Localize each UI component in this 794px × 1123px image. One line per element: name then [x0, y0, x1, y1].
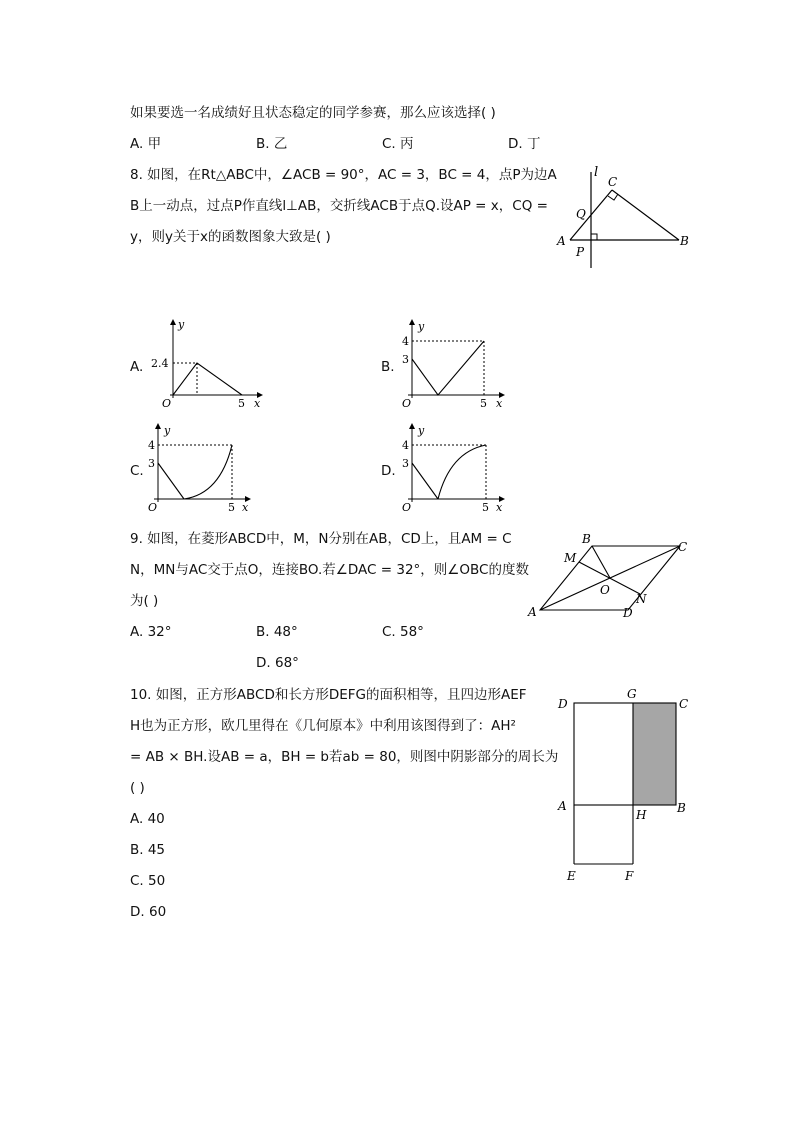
q7-option-a: A. 甲 [130, 136, 162, 152]
q10-line-4: ( ) [130, 780, 145, 796]
q8-graph-d [398, 422, 513, 514]
q9-fig-D: D [623, 606, 633, 620]
q8-graph-c-y: y [164, 424, 171, 437]
q10-fig-D: D [558, 697, 568, 711]
q8-graph-d-origin: O [402, 501, 412, 514]
q10-option-a: A. 40 [130, 811, 165, 827]
q8-fig-C: C [608, 175, 618, 189]
q10-option-c: C. 50 [130, 873, 166, 889]
q8-option-c-label: C. [130, 463, 144, 479]
q8-graph-b-ytick-3: 3 [402, 353, 409, 366]
q8-fig-l: l [594, 165, 599, 180]
q9-fig-B: B [582, 532, 591, 546]
q8-graph-b-x: x [496, 397, 503, 410]
q8-graph-d-ytick-3: 3 [402, 457, 409, 470]
q9-option-a: A. 32° [130, 624, 172, 640]
q8-graph-b-y: y [418, 320, 425, 333]
q8-graph-a-x: x [254, 397, 261, 410]
q9-option-b: B. 48° [256, 624, 298, 640]
q10-line-2: H也为正方形，欧几里得在《几何原本》中利用该图得到了：AH² [130, 718, 516, 734]
q9-line-2: N，MN与AC交于点O，连接BO.若∠DAC = 32°，则∠OBC的度数 [130, 562, 529, 578]
q8-graph-c-origin: O [148, 501, 158, 514]
q10-fig-G: G [627, 687, 637, 701]
q8-graph-b [398, 318, 513, 410]
q8-line-3: y，则y关于x的函数图象大致是( ) [130, 229, 331, 245]
q8-graph-d-y: y [418, 424, 425, 437]
q9-line-1: 9. 如图，在菱形ABCD中，M，N分别在AB，CD上，且AM = C [130, 531, 512, 547]
q10-fig-H: H [636, 808, 647, 822]
q9-fig-O: O [600, 583, 610, 597]
q9-fig-M: M [564, 551, 577, 565]
q8-fig-Q: Q [576, 207, 586, 221]
q10-option-b: B. 45 [130, 842, 166, 858]
q9-option-c: C. 58° [382, 624, 424, 640]
q9-line-3: 为( ) [130, 593, 159, 609]
q10-square-figure [552, 684, 702, 884]
q8-graph-a [148, 318, 268, 410]
q8-graph-c-ytick-4: 4 [148, 439, 155, 452]
q7-stem: 如果要选一名成绩好且状态稳定的同学参赛，那么应该选择( ) [130, 105, 496, 121]
q8-graph-c-ytick-3: 3 [148, 457, 155, 470]
q10-fig-B: B [677, 801, 686, 815]
q10-line-3: = AB × BH.设AB = a，BH = b若ab = 80，则图中阴影部分的周长为 [130, 749, 559, 765]
q7-option-d: D. 丁 [508, 136, 541, 152]
q10-fig-E: E [567, 869, 576, 883]
q8-graph-b-xtick: 5 [480, 397, 487, 410]
q9-rhombus-figure [522, 526, 702, 626]
q10-option-d: D. 60 [130, 904, 167, 920]
q9-fig-A: A [528, 605, 537, 619]
q8-fig-B: B [680, 234, 689, 248]
q8-graph-d-ytick-4: 4 [402, 439, 409, 452]
q8-graph-d-x: x [496, 501, 503, 514]
q7-option-b: B. 乙 [256, 136, 288, 152]
q8-graph-c-x: x [242, 501, 249, 514]
q8-graph-a-origin: O [162, 397, 172, 410]
q7-option-c: C. 丙 [382, 136, 414, 152]
q8-option-d-label: D. [381, 463, 396, 479]
q8-line-2: B上一动点，过点P作直线l⊥AB，交折线ACB于点Q.设AP = x，CQ = [130, 198, 548, 214]
q9-fig-C: C [678, 540, 688, 554]
q9-fig-N: N [636, 592, 647, 606]
q10-fig-F: F [625, 869, 634, 883]
q10-line-1: 10. 如图，正方形ABCD和长方形DEFG的面积相等，且四边形AEF [130, 687, 527, 703]
q8-option-a-label: A. [130, 359, 144, 375]
q8-triangle-figure [552, 160, 702, 270]
q8-graph-a-xtick: 5 [238, 397, 245, 410]
q9-option-d: D. 68° [256, 655, 299, 671]
q8-option-b-label: B. [381, 359, 395, 375]
q10-fig-C: C [679, 697, 689, 711]
q10-shaded-rectangle [633, 703, 676, 805]
q8-graph-b-ytick-4: 4 [402, 335, 409, 348]
q8-line-1: 8. 如图，在Rt△ABC中，∠ACB = 90°，AC = 3，BC = 4，点P为边A [130, 167, 557, 183]
q8-graph-a-ytick: 2.4 [151, 357, 169, 370]
q10-fig-A: A [558, 799, 567, 813]
q8-fig-P: P [576, 245, 585, 259]
q8-graph-b-origin: O [402, 397, 412, 410]
q8-graph-a-y: y [178, 318, 185, 331]
q8-graph-c [144, 422, 259, 514]
q8-fig-A: A [557, 234, 566, 248]
q8-graph-c-xtick: 5 [228, 501, 235, 514]
q8-graph-d-xtick: 5 [482, 501, 489, 514]
